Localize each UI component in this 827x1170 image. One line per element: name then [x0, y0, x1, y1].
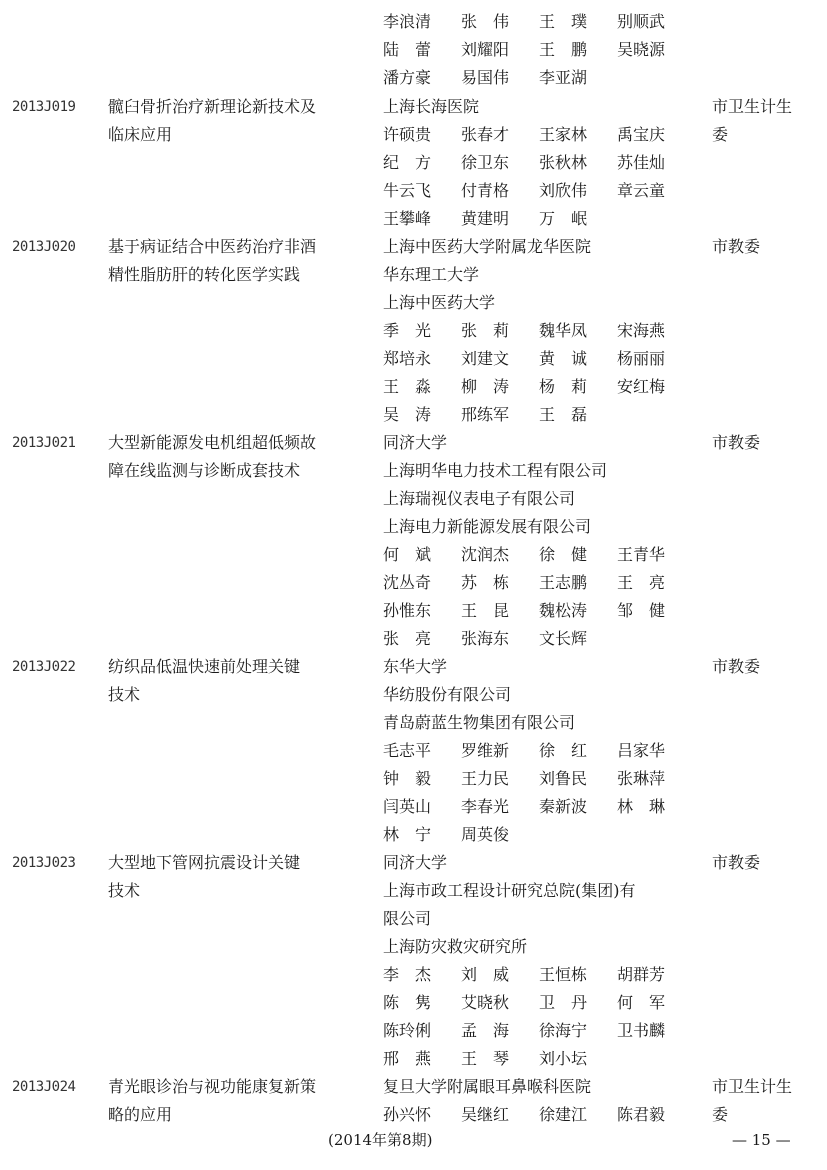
project-title: [108, 849, 370, 905]
person-name: 刘 威: [461, 965, 510, 984]
issue-label: (2014年第8期): [328, 1131, 433, 1149]
page-footer: [0, 1128, 827, 1152]
person-name: 徐海宁: [539, 1021, 588, 1040]
person-name: 王志鹏: [539, 573, 588, 592]
person-name: 周英俊: [461, 825, 510, 844]
organization-name: 青岛蔚蓝生物集团有限公司: [383, 713, 576, 732]
person-name: 杨 莉: [539, 377, 588, 396]
name-grid: [383, 541, 698, 653]
department-line: 市教委: [712, 657, 761, 676]
project-code: 2013J024: [12, 1079, 76, 1095]
person-name: 刘鲁民: [539, 769, 588, 788]
person-name: 文长辉: [539, 629, 588, 648]
department-line: 委: [712, 1105, 729, 1124]
person-name: 刘小坛: [539, 1049, 588, 1068]
organization-name: 东华大学: [383, 657, 448, 676]
project-title-line: 基于病证结合中医药治疗非酒: [108, 237, 317, 256]
person-name: 吴晓源: [617, 40, 666, 59]
person-name: 易国伟: [461, 68, 510, 87]
organization-name: 华纺股份有限公司: [383, 685, 512, 704]
organization-name: 限公司: [383, 909, 432, 928]
nominating-department: [712, 93, 812, 149]
project-title-line: 障在线监测与诊断成套技术: [108, 461, 301, 480]
nominating-department: [712, 653, 812, 681]
organization-name: 复旦大学附属眼耳鼻喉科医院: [383, 1077, 592, 1096]
nominating-department: [712, 233, 812, 261]
project-title: [108, 1073, 370, 1129]
name-grid: [383, 317, 698, 429]
organization-name: 上海防灾救灾研究所: [383, 937, 528, 956]
person-name: 林 宁: [383, 825, 432, 844]
person-name: 沈丛奇: [383, 573, 432, 592]
organization-name: 同济大学: [383, 433, 448, 452]
person-name: 吴继红: [461, 1105, 510, 1124]
department-line: 市卫生计生: [712, 97, 793, 116]
person-name: 陈玲俐: [383, 1021, 432, 1040]
person-name: 李春光: [461, 797, 510, 816]
continued-names: [383, 8, 697, 92]
department-line: 市卫生计生: [712, 1077, 793, 1096]
name-grid: [383, 8, 697, 92]
project-title-line: 精性脂肪肝的转化医学实践: [108, 265, 301, 284]
person-name: 张 亮: [383, 629, 432, 648]
organization-name: 华东理工大学: [383, 265, 480, 284]
project-code: 2013J021: [12, 435, 76, 451]
person-name: 卫书麟: [617, 1021, 666, 1040]
person-name: 别顺武: [617, 12, 666, 31]
person-name: 吴 涛: [383, 405, 432, 424]
person-name: 付青格: [461, 181, 510, 200]
person-name: 刘建文: [461, 349, 510, 368]
person-name: 李浪清: [383, 12, 432, 31]
project-title-line: 髋臼骨折治疗新理论新技术及: [108, 97, 317, 116]
person-name: 张海东: [461, 629, 510, 648]
person-name: 罗维新: [461, 741, 510, 760]
person-name: 徐 红: [539, 741, 588, 760]
person-name: 艾晓秋: [461, 993, 510, 1012]
person-name: 季 光: [383, 321, 432, 340]
person-name: 李 杰: [383, 965, 432, 984]
person-name: 章云童: [617, 181, 666, 200]
person-name: 王恒栋: [539, 965, 588, 984]
person-name: 许硕贵: [383, 125, 432, 144]
person-name: 安红梅: [617, 377, 666, 396]
person-name: 邹 健: [617, 601, 666, 620]
project-code: 2013J022: [12, 659, 76, 675]
organization-name: 同济大学: [383, 853, 448, 872]
person-name: 郑培永: [383, 349, 432, 368]
person-name: 沈润杰: [461, 545, 510, 564]
person-name: 陈君毅: [617, 1105, 666, 1124]
page-number: — 15 —: [732, 1131, 791, 1149]
project-title-line: 大型新能源发电机组超低频故: [108, 433, 317, 452]
person-name: 王家林: [539, 125, 588, 144]
name-grid: [383, 1101, 698, 1129]
person-name: 王攀峰: [383, 209, 432, 228]
nominating-department: [712, 849, 812, 877]
person-name: 陈 隽: [383, 993, 432, 1012]
project-code: 2013J019: [12, 99, 76, 115]
project-code: 2013J020: [12, 239, 76, 255]
person-name: 宋海燕: [617, 321, 666, 340]
person-name: 卫 丹: [539, 993, 588, 1012]
participants: [383, 429, 698, 653]
person-name: 王 淼: [383, 377, 432, 396]
person-name: 潘方豪: [383, 68, 432, 87]
nominating-department: [712, 1073, 812, 1129]
project-title-line: 技术: [108, 685, 141, 704]
person-name: 王 亮: [617, 573, 666, 592]
person-name: 张琳萍: [617, 769, 666, 788]
person-name: 刘欣伟: [539, 181, 588, 200]
person-name: 胡群芳: [617, 965, 666, 984]
person-name: 禹宝庆: [617, 125, 666, 144]
person-name: 王 鹏: [539, 40, 588, 59]
person-name: 徐卫东: [461, 153, 510, 172]
organization-name: 上海中医药大学附属龙华医院: [383, 237, 592, 256]
project-title: [108, 93, 370, 149]
person-name: 邢练军: [461, 405, 510, 424]
name-grid: [383, 961, 698, 1073]
organization-name: 上海电力新能源发展有限公司: [383, 517, 592, 536]
participants: [383, 233, 698, 429]
person-name: 牛云飞: [383, 181, 432, 200]
project-title-line: 技术: [108, 881, 141, 900]
department-line: 市教委: [712, 237, 761, 256]
project-title: [108, 233, 370, 289]
person-name: 陆 蕾: [383, 40, 432, 59]
person-name: 黄 诚: [539, 349, 588, 368]
name-grid: [383, 121, 698, 233]
person-name: 闫英山: [383, 797, 432, 816]
person-name: 王 璞: [539, 12, 588, 31]
person-name: 吕家华: [617, 741, 666, 760]
person-name: 林 琳: [617, 797, 666, 816]
person-name: 徐 健: [539, 545, 588, 564]
person-name: 张秋林: [539, 153, 588, 172]
project-code: 2013J023: [12, 855, 76, 871]
person-name: 魏华凤: [539, 321, 588, 340]
person-name: 张 莉: [461, 321, 510, 340]
participants: [383, 93, 698, 233]
person-name: 孙惟东: [383, 601, 432, 620]
project-title-line: 大型地下管网抗震设计关键: [108, 853, 301, 872]
organization-name: 上海瑞视仪表电子有限公司: [383, 489, 576, 508]
organization-name: 上海中医药大学: [383, 293, 496, 312]
person-name: 张春才: [461, 125, 510, 144]
person-name: 王青华: [617, 545, 666, 564]
person-name: 黄建明: [461, 209, 510, 228]
organization-name: 上海明华电力技术工程有限公司: [383, 461, 608, 480]
department-line: 市教委: [712, 853, 761, 872]
person-name: 魏松涛: [539, 601, 588, 620]
project-title: [108, 429, 370, 485]
project-title: [108, 653, 370, 709]
person-name: 毛志平: [383, 741, 432, 760]
organization-name: 上海长海医院: [383, 97, 480, 116]
person-name: 邢 燕: [383, 1049, 432, 1068]
person-name: 纪 方: [383, 153, 432, 172]
person-name: 柳 涛: [461, 377, 510, 396]
department-line: 委: [712, 125, 729, 144]
project-title-line: 青光眼诊治与视功能康复新策: [108, 1077, 317, 1096]
person-name: 孟 海: [461, 1021, 510, 1040]
person-name: 何 军: [617, 993, 666, 1012]
person-name: 苏 栋: [461, 573, 510, 592]
department-line: 市教委: [712, 433, 761, 452]
participants: [383, 1073, 698, 1129]
person-name: 万 岷: [539, 209, 588, 228]
person-name: 何 斌: [383, 545, 432, 564]
project-title-line: 略的应用: [108, 1105, 173, 1124]
person-name: 苏佳灿: [617, 153, 666, 172]
person-name: 秦新波: [539, 797, 588, 816]
participants: [383, 849, 698, 1073]
project-title-line: 临床应用: [108, 125, 173, 144]
organization-name: 上海市政工程设计研究总院(集团)有: [383, 881, 636, 900]
person-name: 杨丽丽: [617, 349, 666, 368]
person-name: 刘耀阳: [461, 40, 510, 59]
nominating-department: [712, 429, 812, 457]
person-name: 徐建江: [539, 1105, 588, 1124]
person-name: 李亚湖: [539, 68, 588, 87]
person-name: 王 琴: [461, 1049, 510, 1068]
name-grid: [383, 737, 698, 849]
participants: [383, 653, 698, 849]
person-name: 王 磊: [539, 405, 588, 424]
person-name: 张 伟: [461, 12, 510, 31]
person-name: 王力民: [461, 769, 510, 788]
person-name: 孙兴怀: [383, 1105, 432, 1124]
project-title-line: 纺织品低温快速前处理关键: [108, 657, 301, 676]
person-name: 王 昆: [461, 601, 510, 620]
person-name: 钟 毅: [383, 769, 432, 788]
